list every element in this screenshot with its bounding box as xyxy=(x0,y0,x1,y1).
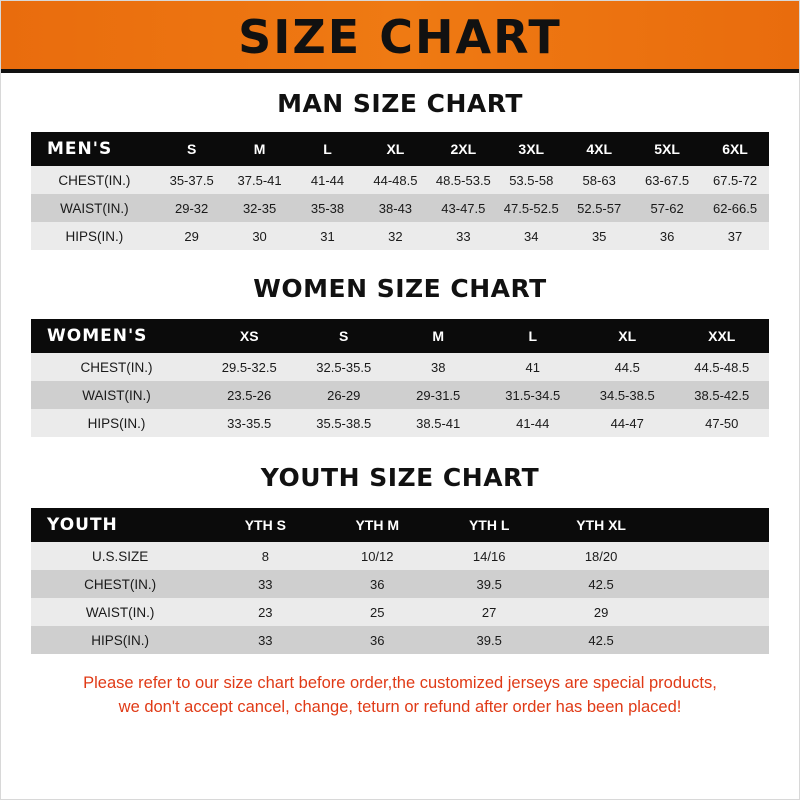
cell: 47.5-52.5 xyxy=(497,194,565,222)
cell: 44.5 xyxy=(580,353,675,381)
cell: 38-43 xyxy=(361,194,429,222)
cell: 52.5-57 xyxy=(565,194,633,222)
cell: 35-38 xyxy=(294,194,362,222)
table-row xyxy=(31,570,769,598)
cell: 38.5-42.5 xyxy=(674,381,769,409)
col-header-blank xyxy=(657,508,769,542)
row-label-chest: CHEST(IN.) xyxy=(31,353,202,381)
col-header-l: L xyxy=(294,132,362,166)
banner xyxy=(1,1,799,73)
table-row xyxy=(31,166,769,194)
table-header-row xyxy=(31,319,769,353)
col-header-xs: XS xyxy=(202,319,297,353)
cell: 43-47.5 xyxy=(429,194,497,222)
cell: 27 xyxy=(433,598,545,626)
cell: 35-37.5 xyxy=(158,166,226,194)
table-row xyxy=(31,381,769,409)
cell: 36 xyxy=(633,222,701,250)
col-header-yth-xl: YTH XL xyxy=(545,508,657,542)
cell: 33 xyxy=(209,570,321,598)
cell: 42.5 xyxy=(545,626,657,654)
cell: 29-31.5 xyxy=(391,381,486,409)
cell: 41 xyxy=(485,353,580,381)
cell: 33 xyxy=(209,626,321,654)
women-section-title: WOMEN SIZE CHART xyxy=(253,274,547,303)
cell xyxy=(657,598,769,626)
col-header-xl: XL xyxy=(580,319,675,353)
row-label-hips: HIPS(IN.) xyxy=(31,626,209,654)
cell xyxy=(657,626,769,654)
table-row xyxy=(31,409,769,437)
col-header-3xl: 3XL xyxy=(497,132,565,166)
banner-title: SIZE CHART xyxy=(238,10,562,64)
cell: 62-66.5 xyxy=(701,194,769,222)
col-header-5xl: 5XL xyxy=(633,132,701,166)
col-header-mens: MEN'S xyxy=(31,132,158,166)
row-label-waist: WAIST(IN.) xyxy=(31,194,158,222)
youth-section-title: YOUTH SIZE CHART xyxy=(260,463,540,492)
col-header-xl: XL xyxy=(361,132,429,166)
cell: 31.5-34.5 xyxy=(485,381,580,409)
cell: 37 xyxy=(701,222,769,250)
row-label-hips: HIPS(IN.) xyxy=(31,409,202,437)
cell: 32 xyxy=(361,222,429,250)
col-header-yth-m: YTH M xyxy=(321,508,433,542)
cell: 41-44 xyxy=(485,409,580,437)
col-header-yth-s: YTH S xyxy=(209,508,321,542)
cell: 33 xyxy=(429,222,497,250)
col-header-womens: WOMEN'S xyxy=(31,319,202,353)
cell: 32-35 xyxy=(226,194,294,222)
cell: 58-63 xyxy=(565,166,633,194)
cell: 36 xyxy=(321,626,433,654)
cell xyxy=(657,570,769,598)
col-header-m: M xyxy=(226,132,294,166)
footer-note xyxy=(31,672,769,720)
cell: 34.5-38.5 xyxy=(580,381,675,409)
cell: 37.5-41 xyxy=(226,166,294,194)
cell: 33-35.5 xyxy=(202,409,297,437)
cell: 14/16 xyxy=(433,542,545,570)
cell: 36 xyxy=(321,570,433,598)
footer-note-line2: we don't accept cancel, change, teturn or refund after order has been placed! xyxy=(118,697,682,716)
cell: 44-47 xyxy=(580,409,675,437)
table-row xyxy=(31,222,769,250)
man-section-title: MAN SIZE CHART xyxy=(277,89,523,118)
col-header-6xl: 6XL xyxy=(701,132,769,166)
table-row xyxy=(31,598,769,626)
cell: 38.5-41 xyxy=(391,409,486,437)
col-header-yth-l: YTH L xyxy=(433,508,545,542)
cell: 18/20 xyxy=(545,542,657,570)
table-header-row xyxy=(31,132,769,166)
cell: 23.5-26 xyxy=(202,381,297,409)
col-header-2xl: 2XL xyxy=(429,132,497,166)
row-label-chest: CHEST(IN.) xyxy=(31,166,158,194)
cell: 53.5-58 xyxy=(497,166,565,194)
table-row xyxy=(31,542,769,570)
col-header-s: S xyxy=(296,319,391,353)
cell: 44.5-48.5 xyxy=(674,353,769,381)
cell: 10/12 xyxy=(321,542,433,570)
cell: 35 xyxy=(565,222,633,250)
table-row xyxy=(31,194,769,222)
cell: 29 xyxy=(158,222,226,250)
cell: 32.5-35.5 xyxy=(296,353,391,381)
cell: 38 xyxy=(391,353,486,381)
cell: 30 xyxy=(226,222,294,250)
cell: 31 xyxy=(294,222,362,250)
cell: 25 xyxy=(321,598,433,626)
row-label-us-size: U.S.SIZE xyxy=(31,542,209,570)
cell: 39.5 xyxy=(433,570,545,598)
col-header-m: M xyxy=(391,319,486,353)
cell xyxy=(657,542,769,570)
cell: 29 xyxy=(545,598,657,626)
content xyxy=(1,89,799,720)
cell: 34 xyxy=(497,222,565,250)
row-label-chest: CHEST(IN.) xyxy=(31,570,209,598)
cell: 67.5-72 xyxy=(701,166,769,194)
table-row xyxy=(31,353,769,381)
table-row xyxy=(31,626,769,654)
cell: 29.5-32.5 xyxy=(202,353,297,381)
cell: 29-32 xyxy=(158,194,226,222)
col-header-4xl: 4XL xyxy=(565,132,633,166)
cell: 44-48.5 xyxy=(361,166,429,194)
table-header-row xyxy=(31,508,769,542)
women-size-table xyxy=(31,319,769,437)
col-header-xxl: XXL xyxy=(674,319,769,353)
col-header-s: S xyxy=(158,132,226,166)
cell: 26-29 xyxy=(296,381,391,409)
row-label-waist: WAIST(IN.) xyxy=(31,598,209,626)
cell: 63-67.5 xyxy=(633,166,701,194)
men-size-table xyxy=(31,132,769,250)
col-header-l: L xyxy=(485,319,580,353)
cell: 8 xyxy=(209,542,321,570)
cell: 35.5-38.5 xyxy=(296,409,391,437)
row-label-waist: WAIST(IN.) xyxy=(31,381,202,409)
row-label-hips: HIPS(IN.) xyxy=(31,222,158,250)
cell: 39.5 xyxy=(433,626,545,654)
cell: 48.5-53.5 xyxy=(429,166,497,194)
youth-size-table xyxy=(31,508,769,654)
cell: 42.5 xyxy=(545,570,657,598)
cell: 23 xyxy=(209,598,321,626)
footer-note-line1: Please refer to our size chart before order,the customized jerseys are special products, xyxy=(83,674,717,692)
cell: 47-50 xyxy=(674,409,769,437)
col-header-youth: YOUTH xyxy=(31,508,209,542)
cell: 41-44 xyxy=(294,166,362,194)
cell: 57-62 xyxy=(633,194,701,222)
